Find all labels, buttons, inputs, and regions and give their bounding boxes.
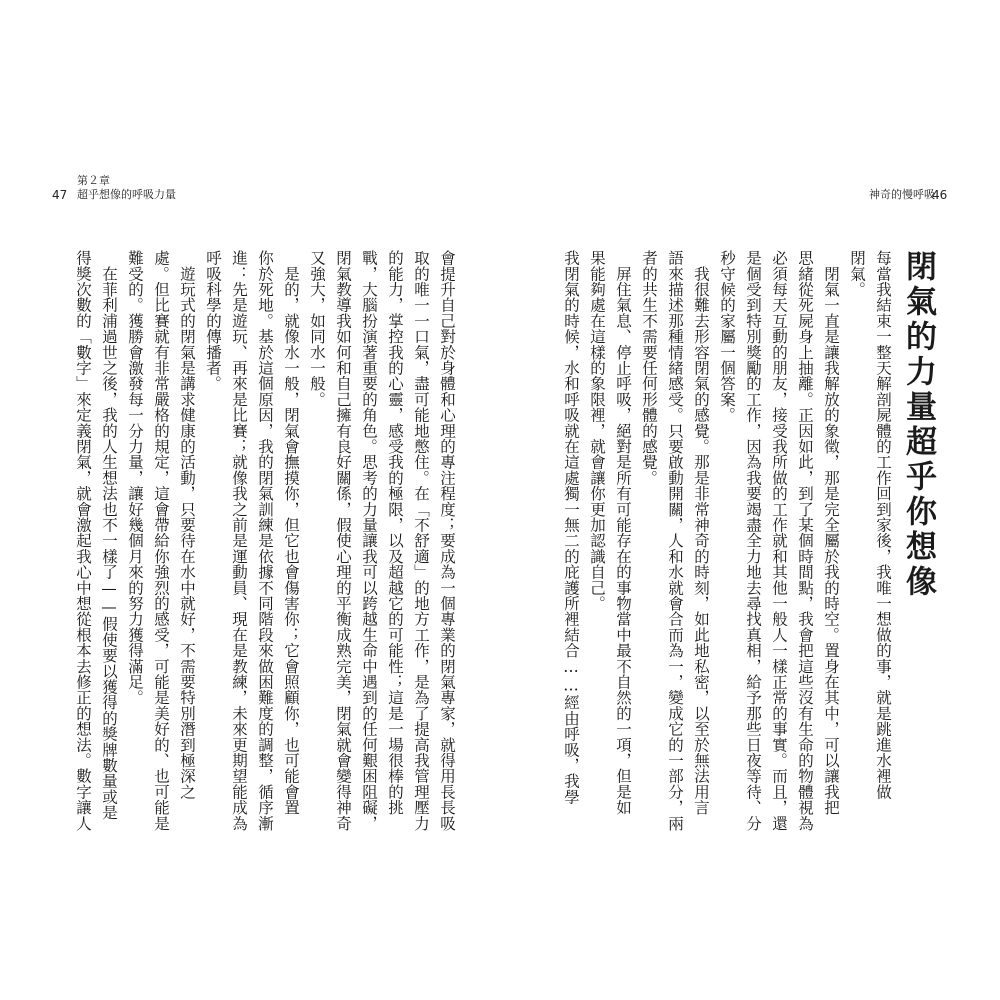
text-line: 語來描述那種情緒感受。只要啟動開關，人和水就會合而為一，變成它的一部分，兩 bbox=[666, 250, 684, 831]
text-line: 秒守候的家屬一個答案。 bbox=[718, 250, 736, 423]
text-line: 者的共生不需要任何形體的感覺。 bbox=[640, 250, 658, 486]
text-line: 在菲利浦過世之後，我的人生想法也不一樣了——假使要以獲得的獎牌數量或是 bbox=[100, 250, 118, 821]
text-line: 必須每天互動的朋友，接受我所做的工作就和其他一般人一樣正常的事實。而且，還 bbox=[770, 250, 788, 831]
text-line: 我閉氣的時候，水和呼吸就在這處獨一無二的庇護所裡結合……經由呼吸，我學 bbox=[562, 250, 580, 805]
section-heading: 閉氣的力量超乎你想像 bbox=[900, 250, 936, 600]
text-line: 遊玩式的閉氣是講求健康的活動，只要待在水中就好，不需要特別潛到極深之 bbox=[178, 250, 196, 800]
right-running-title: 神奇的慢呼吸 bbox=[869, 188, 935, 201]
text-line: 你於死地。基於這個原因，我的閉氣訓練是依據不同階段來做困難度的調整，循序漸 bbox=[256, 250, 274, 831]
text-line: 屏住氣息、停止呼吸，絕對是所有可能存在的事物當中最不自然的一項，但是如 bbox=[614, 250, 632, 816]
chapter-label: 第２章 bbox=[77, 174, 110, 187]
text-line: 每當我結束一整天解剖屍體的工作回到家後，我唯一想做的事，就是跳進水裡做 bbox=[874, 250, 892, 800]
left-page-body bbox=[70, 250, 460, 950]
text-line: 閉氣一直是讓我解放的象徵，那是完全屬於我的時空。置身在其中，可以讓我把 bbox=[822, 250, 840, 816]
right-page-body bbox=[558, 250, 940, 950]
left-page-number: 47 bbox=[52, 188, 68, 202]
left-running-title: 超乎想像的呼吸力量 bbox=[77, 188, 176, 201]
text-line: 呼吸科學的傳播者。 bbox=[204, 250, 222, 392]
text-line: 難受的。獲勝會激發每一分力量，讓好幾個月來的努力獲得滿足。 bbox=[126, 250, 144, 706]
text-line: 思緒從死屍身上抽離。正因如此，到了某個時間點，我會把這些沒有生命的物體視為 bbox=[796, 250, 814, 831]
text-line: 我很難去形容閉氣的感覺。那是非常神奇的時刻，如此地私密，以至於無法用言 bbox=[692, 250, 710, 816]
text-line: 處。但比賽就有非常嚴格的規定，這會帶給你強烈的感受，可能是美好的、也可能是 bbox=[152, 250, 170, 831]
text-line: 取的唯一一口氣，盡可能地憋住。在「不舒適」的地方工作，是為了提高我管理壓力 bbox=[412, 250, 430, 831]
right-page-number: 46 bbox=[932, 188, 948, 202]
text-line: 閉氣。 bbox=[848, 250, 866, 298]
text-line: 閉氣教導我如何和自己擁有良好關係，假使心理的平衡成熟完美，閉氣就會變得神奇 bbox=[334, 250, 352, 831]
text-line: 得獎次數的「數字」來定義閉氣，就會激起我心中想從根本去修正的想法。數字讓人 bbox=[74, 250, 92, 831]
text-line: 戰，大腦扮演著重要的角色。思考的力量讓我可以跨越生命中遇到的任何艱困阻礙， bbox=[360, 250, 378, 831]
text-line: 進：先是遊玩、再來是比賽；就像我之前是運動員、現在是教練，未來更期望能成為 bbox=[230, 250, 248, 831]
text-line: 又強大，如同水一般。 bbox=[308, 250, 326, 407]
text-line: 是個受到特別獎勵的工作，因為我要竭盡全力地去尋找真相，給予那些日夜等待、分 bbox=[744, 250, 762, 831]
text-line: 的能力，掌控我的心靈，感受我的極限，以及超越它的可能性；這是一場很棒的挑 bbox=[386, 250, 404, 816]
text-line: 是的，就像水一般，閉氣會撫摸你，但它也會傷害你；它會照顧你，也可能會置 bbox=[282, 250, 300, 816]
text-line: 果能夠處在這樣的象限裡，就會讓你更加認識自己。 bbox=[588, 250, 606, 612]
text-line: 會提升自己對於身體和心理的專注程度；要成為一個專業的閉氣專家，就得用長長吸 bbox=[438, 250, 456, 831]
